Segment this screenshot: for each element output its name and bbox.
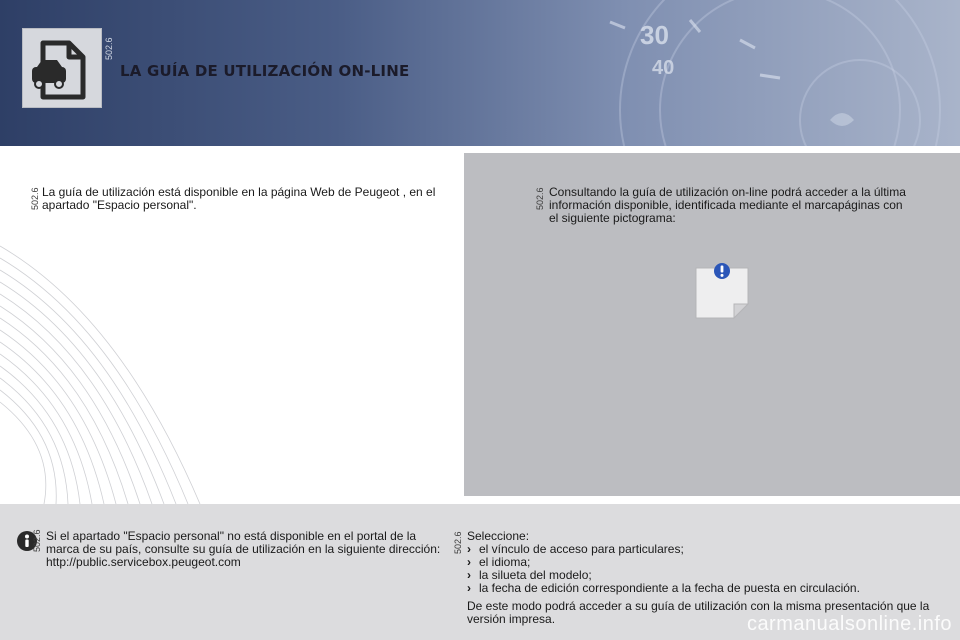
selection-intro: Seleccione: — [467, 529, 530, 543]
right-paragraph-text: Consultando la guía de utilización on-line podrá acceder a la última información disponible, identificada mediante el marcapáginas con el siguiente pictograma: — [549, 185, 906, 225]
speedo-number-40: 40 — [652, 57, 675, 79]
reference-code: 502.6 — [30, 187, 40, 210]
list-item — [467, 543, 947, 556]
chevron-right-icon: › — [467, 568, 471, 582]
reference-code: 502.6 — [453, 531, 463, 554]
list-item-text: la fecha de edición correspondiente a la fecha de puesta en circulación. — [479, 581, 860, 595]
list-item-text: la silueta del modelo; — [479, 568, 592, 582]
left-paragraph-text: La guía de utilización está disponible en la página Web de Peugeot , en el apartado "Espacio personal". — [42, 185, 436, 212]
car-document-icon — [22, 28, 102, 108]
list-item-text: el vínculo de acceso para particulares; — [479, 542, 684, 556]
selection-steps — [467, 530, 947, 626]
info-note — [46, 530, 441, 569]
watermark: carmanualsonline.info — [746, 613, 952, 635]
reference-code: 502.6 — [104, 37, 114, 60]
panel-gap — [464, 146, 960, 153]
selection-list — [467, 543, 947, 595]
list-item — [467, 582, 947, 595]
list-item-text: el idioma; — [479, 555, 531, 569]
reference-code: 502.6 — [535, 187, 545, 210]
right-paragraph — [549, 186, 909, 225]
header-banner — [0, 0, 960, 146]
chevron-right-icon: › — [467, 555, 471, 569]
bookmark-exclamation-icon — [692, 262, 752, 320]
chevron-right-icon: › — [467, 581, 471, 595]
info-note-text: Si el apartado "Espacio personal" no está disponible en el portal de la marca de su país, consulte su guía de utilización en la siguiente dirección: — [46, 529, 441, 556]
chevron-right-icon: › — [467, 542, 471, 556]
reference-code: 502.6 — [32, 529, 42, 552]
info-note-url: http://public.servicebox.peugeot.com — [46, 555, 241, 569]
left-paragraph — [42, 186, 442, 212]
speedo-number-30: 30 — [640, 20, 669, 50]
page-title: LA GUÍA DE UTILIZACIÓN ON-LINE — [120, 62, 410, 80]
selection-closing: De este modo podrá acceder a su guía de utilización con la misma presentación que la versión impresa. — [467, 599, 930, 626]
